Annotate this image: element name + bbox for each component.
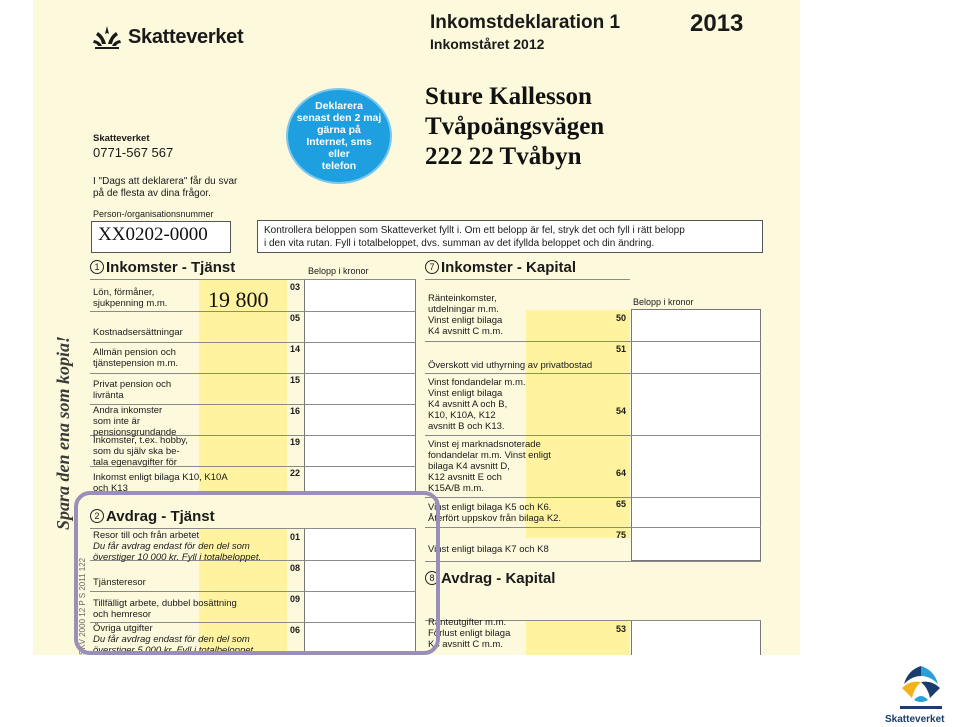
section-2-title: Avdrag - Tjänst — [106, 508, 215, 525]
row-temporary-work-label: Tillfälligt arbete, dubbel bosättning och hemresor — [93, 598, 237, 620]
bubble-line-3: gärna på — [317, 123, 361, 136]
code-50: 50 — [616, 313, 627, 323]
info-line-1: I "Dags att deklarera" får du svar — [93, 176, 238, 187]
pnr-value: XX0202-0000 — [98, 224, 208, 245]
code-54: 54 — [616, 406, 627, 416]
bubble-line-6: telefon — [321, 160, 357, 173]
code-01: 01 — [290, 532, 301, 542]
notice-line-2: i den vita rutan. Fyll i totalbeloppet, dvs. summan av det ifyllda beloppet och din ändring. — [264, 238, 655, 249]
row-hobby-income-label: Inkomster, t.ex. hobby, som du själv ska be- tala egenavgifter för — [93, 435, 188, 468]
recipient-name: Sture Kallesson — [425, 83, 592, 110]
row-unlisted-gain-label: Vinst ej marknadsnoterade fondandelar m.m. Vinst enligt bilaga K4 avsnitt D, K12 avsnitt E och K15A/B m.m. — [428, 439, 551, 494]
code-15: 15 — [290, 375, 301, 385]
section-8-yellow-column — [526, 620, 630, 655]
deadline-bubble — [286, 88, 392, 184]
section-7-title: Inkomster - Kapital — [441, 259, 577, 276]
swirl-logo-icon — [890, 662, 952, 712]
code-75: 75 — [616, 530, 627, 540]
row-rental-surplus-label: Överskott vid uthyrning av privatbostad — [428, 360, 593, 371]
section-7-number: 7 — [425, 260, 439, 274]
section-7-col-header: Belopp i kronor — [633, 297, 694, 307]
code-08: 08 — [290, 563, 301, 573]
section-1-title: Inkomster - Tjänst — [106, 259, 236, 276]
form-subtitle: Inkomståret 2012 — [430, 36, 545, 52]
row-fund-gain-label: Vinst fondandelar m.m. Vinst enligt bilaga K4 avsnitt A och B, K10, K10A, K12 avsnitt B och K13. — [428, 377, 526, 432]
section-2-number: 2 — [90, 509, 104, 523]
section-1-col-header: Belopp i kronor — [308, 266, 369, 276]
notice-line-1: Kontrollera beloppen som Skatteverket fyllt i. Om ett belopp är fel, stryk det och fyll i rätt belopp — [264, 225, 685, 236]
code-03: 03 — [290, 282, 301, 292]
section-7-heading — [425, 259, 576, 276]
code-64: 64 — [616, 468, 627, 478]
code-65: 65 — [616, 499, 627, 509]
section-8-heading — [425, 570, 555, 587]
row-private-pension-label: Privat pension och livränta — [93, 379, 172, 401]
section-8-title: Avdrag - Kapital — [441, 570, 556, 587]
bubble-line-2: senast den 2 maj — [296, 111, 382, 124]
row-commute-label: Resor till och från arbetet Du får avdrag endast för den del som överstiger 10 000 kr. Fyll i totalbeloppet. — [93, 530, 262, 563]
code-14: 14 — [290, 344, 301, 354]
code-05: 05 — [290, 313, 301, 323]
skatteverket-logo — [92, 24, 243, 50]
row-pension-label: Allmän pension och tjänstepension m.m. — [93, 347, 179, 369]
row-k5-k6-gain-label: Vinst enligt bilaga K5 och K6. Återfört uppskov från bilaga K2. — [428, 502, 562, 524]
margin-vertical-text: Spara den ena som kopia! — [53, 335, 73, 530]
salary-amount: 19 800 — [208, 287, 269, 312]
section-8-white-column[interactable] — [631, 620, 761, 655]
section-1-heading — [90, 259, 235, 276]
bubble-line-5: eller — [328, 148, 350, 161]
agency-phone: 0771-567 567 — [93, 145, 174, 160]
corner-logo-text: Skatteverket — [885, 714, 945, 725]
section-8-number: 8 — [425, 571, 439, 585]
bubble-line-1: Deklarera — [315, 99, 363, 112]
section-1-number: 1 — [90, 260, 104, 274]
recipient-city: 222 22 Tvåbyn — [425, 143, 582, 170]
row-other-expenses-label: Övriga utgifter Du får avdrag endast för den del som överstiger 5 000 kr. Fyll i totalbeloppet. — [93, 623, 256, 655]
logo-text: Skatteverket — [128, 25, 244, 48]
deductions-highlight-frame — [74, 491, 440, 655]
corner-logo — [890, 662, 952, 717]
row-interest-expense-label: Ränteutgifter m.m. Förlust enligt bilaga K4 avsnitt C m.m. — [428, 617, 511, 650]
instruction-notice — [257, 220, 763, 253]
recipient-address — [425, 82, 604, 172]
row-other-income-label: Andra inkomster som inte är pensionsgrundande — [93, 405, 177, 438]
recipient-street: Tvåpoängsvägen — [425, 113, 605, 140]
code-51: 51 — [616, 344, 627, 354]
pnr-label: Person-/organisationsnummer — [93, 209, 214, 219]
code-53: 53 — [616, 624, 627, 634]
row-salary-label: Lön, förmåner, sjukpenning m.m. — [93, 287, 168, 309]
row-interest-income-label: Ränteinkomster, utdelningar m.m. Vinst enligt bilaga K4 avsnitt C m.m. — [428, 293, 503, 337]
row-business-travel-label: Tjänsteresor — [93, 577, 146, 588]
code-16: 16 — [290, 406, 301, 416]
form-year: 2013 — [690, 10, 744, 37]
code-06: 06 — [290, 625, 301, 635]
code-09: 09 — [290, 594, 301, 604]
row-k7-k8-gain-label: Vinst enligt bilaga K7 och K8 — [428, 544, 549, 555]
code-19: 19 — [290, 437, 301, 447]
margin-form-code: SKV 2000 12 P S 2011 122 — [78, 557, 87, 655]
row-k10-income-label: Inkomst enligt bilaga K10, K10A och K13 — [93, 472, 228, 494]
form-title: Inkomstdeklaration 1 — [430, 12, 621, 33]
crown-logo-icon — [92, 24, 122, 50]
info-line-2: på de flesta av dina frågor. — [93, 188, 211, 199]
agency-name: Skatteverket — [93, 133, 150, 144]
left-margin-strip — [0, 0, 33, 655]
code-22: 22 — [290, 468, 301, 478]
bubble-line-4: Internet, sms — [306, 136, 372, 148]
row-expense-allowance-label: Kostnadsersättningar — [93, 327, 183, 338]
